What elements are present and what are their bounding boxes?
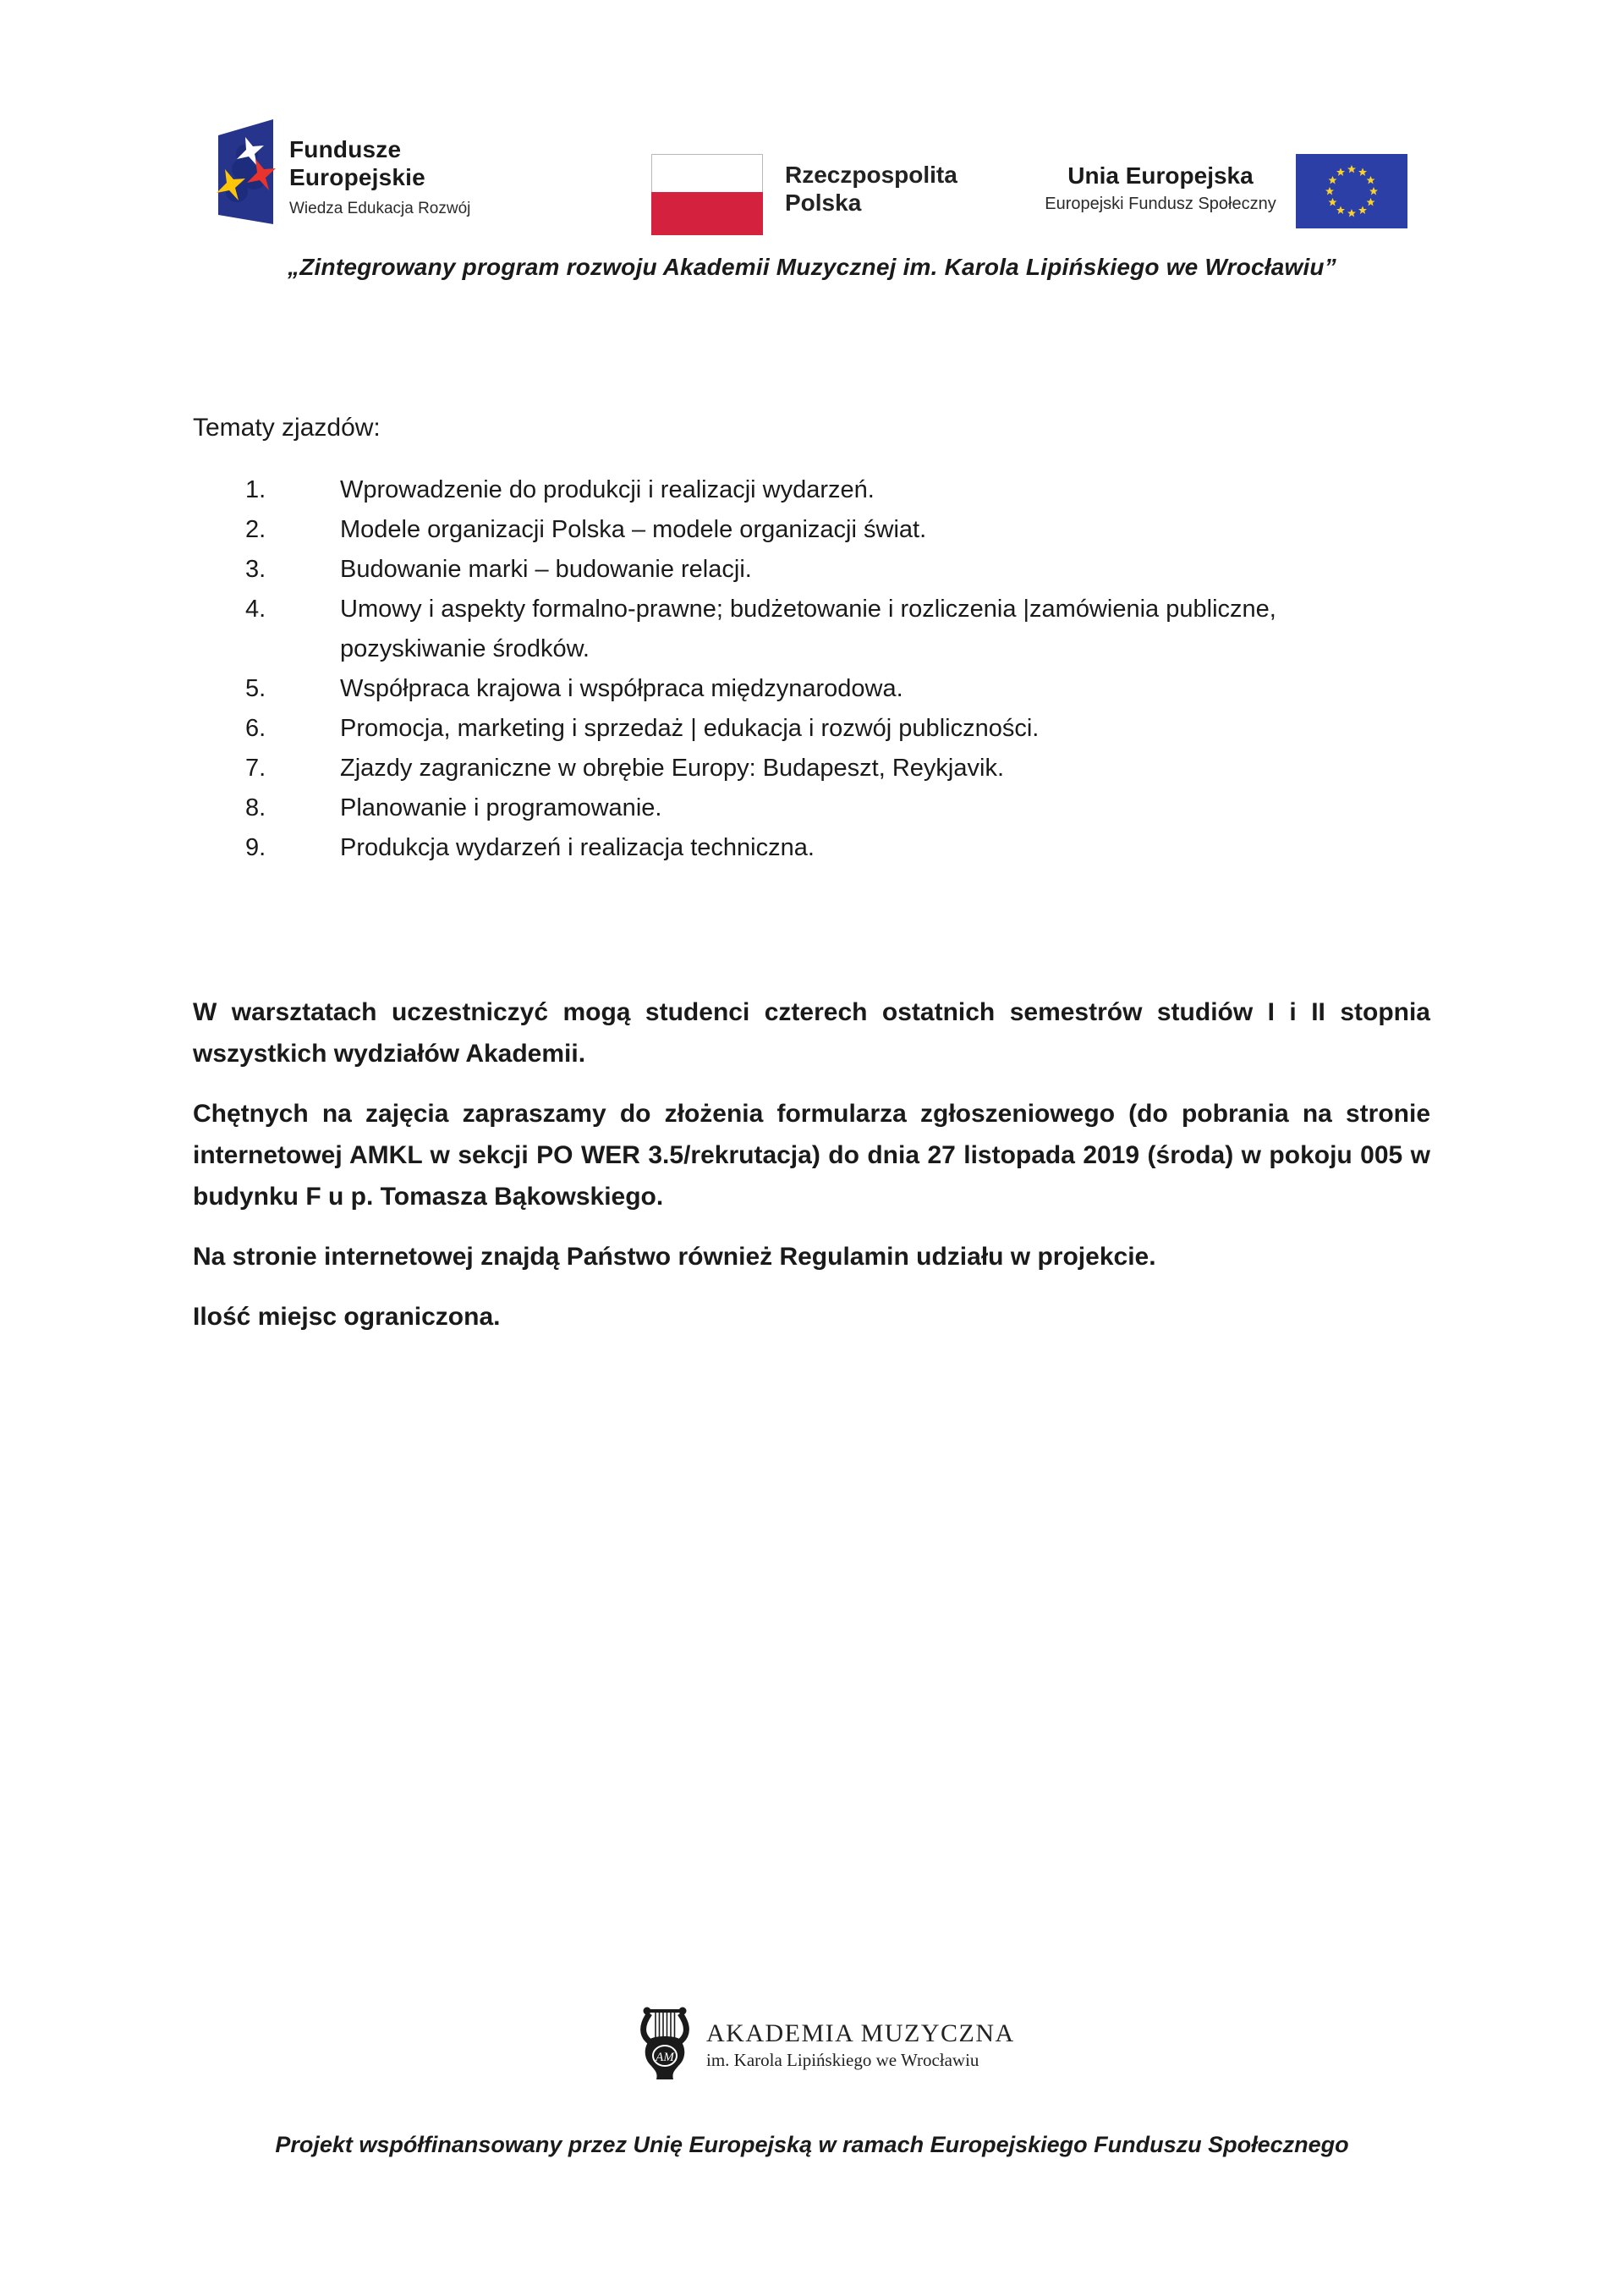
academy-name: AKADEMIA MUZYCZNA — [706, 2019, 1015, 2047]
body-paragraphs — [193, 991, 1430, 1356]
rzeczpospolita-polska-wordmark — [785, 161, 957, 217]
item-number: 7. — [245, 755, 266, 782]
item-number: 1. — [245, 476, 266, 503]
item-number: 3. — [245, 556, 266, 583]
fe-subtitle: Wiedza Edukacja Rozwój — [289, 200, 471, 217]
paragraph-regulations: Na stronie internetowej znajdą Państwo również Regulamin udziału w projekcie. — [193, 1243, 1156, 1271]
list-item — [245, 550, 1345, 590]
list-item — [245, 788, 1345, 828]
item-number: 6. — [245, 715, 266, 742]
academy-logo — [639, 2003, 1015, 2083]
item-number: 9. — [245, 834, 266, 861]
list-item — [245, 669, 1345, 709]
fundusze-europejskie-wordmark — [289, 135, 470, 219]
list-item — [245, 510, 1345, 550]
unia-europejska-wordmark — [1034, 162, 1287, 214]
poland-flag-icon — [651, 154, 763, 235]
item-text: Modele organizacji Polska – modele organizacji świat. — [340, 516, 927, 543]
eu-title: Unia Europejska — [1067, 162, 1254, 189]
item-number: 4. — [245, 596, 266, 623]
list-item — [245, 709, 1345, 749]
eu-subtitle: Europejski Fundusz Społeczny — [1045, 195, 1276, 213]
list-heading: Tematy zjazdów: — [193, 414, 381, 442]
item-number: 5. — [245, 675, 266, 702]
eu-flag-icon — [1296, 154, 1407, 228]
item-number: 2. — [245, 516, 266, 543]
item-text: Promocja, marketing i sprzedaż | edukacja i rozwój publiczności. — [340, 715, 1040, 742]
academy-subtitle: im. Karola Lipińskiego we Wrocławiu — [706, 2050, 979, 2070]
topics-list — [245, 470, 1345, 868]
fe-line2: Europejskie — [289, 164, 425, 190]
item-text: Produkcja wydarzeń i realizacja techniczna. — [340, 834, 815, 861]
item-text: Umowy i aspekty formalno-prawne; budżetowanie i rozliczenia |zamówienia publiczne, pozyskiwanie środków. — [340, 596, 1276, 662]
paragraph-application: Chętnych na zajęcia zapraszamy do złożenia formularza zgłoszeniowego (do pobrania na stronie internetowej AMKL w sekcji PO WER 3.5/rekrutacja) do dnia 27 listopada 2019 (środa) w pokoju 005 w budynku F u p. Tomasza Bąkowskiego. — [193, 1100, 1430, 1211]
list-item — [245, 749, 1345, 788]
pl-line2: Polska — [785, 190, 862, 216]
paragraph-limited-seats: Ilość miejsc ograniczona. — [193, 1303, 501, 1331]
item-text: Budowanie marki – budowanie relacji. — [340, 556, 752, 583]
project-title: „Zintegrowany program rozwoju Akademii Muzycznej im. Karola Lipińskiego we Wrocławiu” — [288, 254, 1336, 280]
list-item — [245, 590, 1345, 669]
lyre-monogram: AM — [656, 2051, 674, 2064]
list-item — [245, 828, 1345, 868]
item-number: 8. — [245, 794, 266, 821]
fe-line1: Fundusze — [289, 136, 402, 162]
item-text: Wprowadzenie do produkcji i realizacji wydarzeń. — [340, 476, 875, 503]
paragraph-participants: W warsztatach uczestniczyć mogą studenci czterech ostatnich semestrów studiów I i II stopnia wszystkich wydziałów Akademii. — [193, 998, 1430, 1068]
item-text: Zjazdy zagraniczne w obrębie Europy: Budapeszt, Reykjavik. — [340, 755, 1004, 782]
item-text: Współpraca krajowa i współpraca międzynarodowa. — [340, 675, 903, 702]
academy-wordmark — [706, 2003, 1015, 2071]
item-text: Planowanie i programowanie. — [340, 794, 662, 821]
pl-line1: Rzeczpospolita — [785, 162, 957, 188]
list-item — [245, 470, 1345, 510]
lyre-icon — [639, 2003, 691, 2083]
fundusze-europejskie-icon — [203, 103, 296, 239]
funding-note: Projekt współfinansowany przez Unię Europejską w ramach Europejskiego Funduszu Społecznego — [275, 2132, 1349, 2157]
